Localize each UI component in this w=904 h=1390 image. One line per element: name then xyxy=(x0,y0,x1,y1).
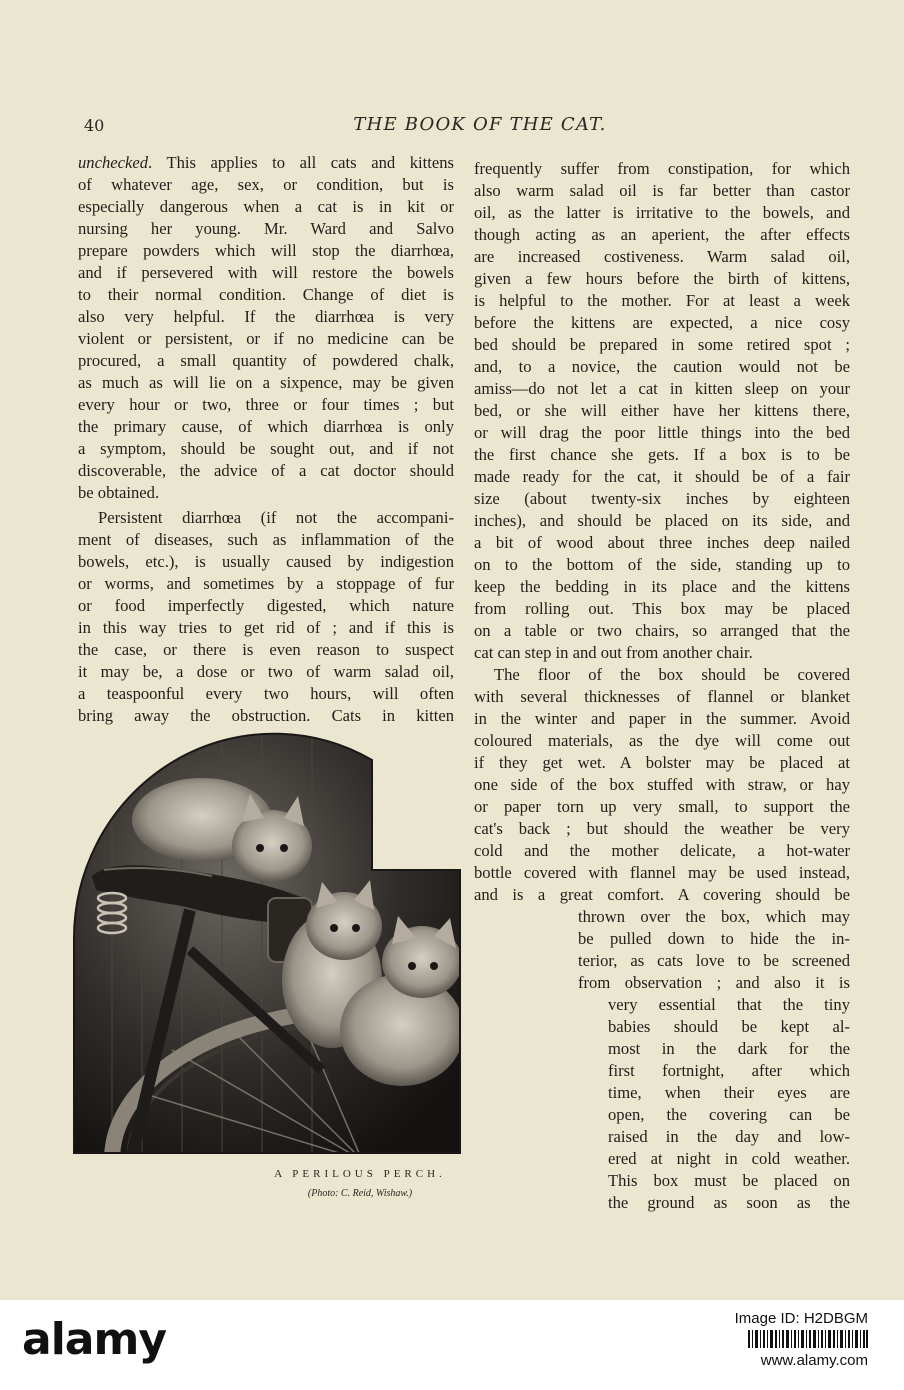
text-line: it may be, a dose or two of warm salad oil, xyxy=(78,662,454,681)
text-line: or will drag the poor little things into the bed xyxy=(474,423,850,442)
text-line: on to the bottom of the side, standing up to xyxy=(474,555,850,574)
text-line: This box must be placed on xyxy=(608,1171,850,1190)
text-line: in this way tries to get rid of ; and if this is xyxy=(78,618,454,637)
text-line: is helpful to the mother. For at least a week xyxy=(474,291,850,310)
text-line: are increased costiveness. Warm salad oil, xyxy=(474,247,850,266)
text-line: babies should be kept al- xyxy=(608,1017,850,1036)
text-line: prepare powders which will stop the diarrhœa, xyxy=(78,241,454,260)
text-line: bed should be prepared in some retired spot ; xyxy=(474,335,850,354)
text-line: be pulled down to hide the in- xyxy=(578,929,850,948)
left-column xyxy=(78,152,454,727)
text-line: and is a great comfort. A covering should be xyxy=(474,885,850,904)
figure-caption: A PERILOUS PERCH. xyxy=(274,1168,446,1180)
text-line: ered at night in cold weather. xyxy=(608,1149,850,1168)
text-line: the primary cause, of which diarrhœa is only xyxy=(78,417,454,436)
text-line: a bit of wood about three inches deep nailed xyxy=(474,533,850,552)
text-line: frequently suffer from constipation, for which xyxy=(474,159,850,178)
text-line: inches), and should be placed on its side, and xyxy=(474,511,850,530)
text-line: terior, as cats love to be screened xyxy=(578,951,850,970)
wrap-block-1 xyxy=(578,906,850,994)
alamy-url: www.alamy.com xyxy=(760,1352,868,1369)
text-line: or worms, and sometimes by a stoppage of fur xyxy=(78,574,454,593)
text-line: discoverable, the advice of a cat doctor should xyxy=(78,461,454,480)
text-line: amiss—do not let a cat in kitten sleep on your xyxy=(474,379,850,398)
barcode-icon xyxy=(748,1330,868,1348)
text-line: if they get wet. A bolster may be placed at xyxy=(474,753,850,772)
text-line: coloured materials, as the dye will come out xyxy=(474,731,850,750)
text-line: most in the dark for the xyxy=(608,1039,850,1058)
text-line: one side of the box stuffed with straw, or hay xyxy=(474,775,850,794)
text-line: very essential that the tiny xyxy=(608,995,850,1014)
text-line: time, when their eyes are xyxy=(608,1083,850,1102)
text-line: The floor of the box should be covered xyxy=(494,665,850,684)
text-line: especially dangerous when a cat is in kit or xyxy=(78,197,454,216)
stock-footer xyxy=(0,1300,904,1390)
text-line: oil, as the latter is irritative to the bowels, and xyxy=(474,203,850,222)
page-number: 40 xyxy=(84,116,105,135)
running-title: THE BOOK OF THE CAT. xyxy=(353,114,607,135)
text-line: unchecked. This applies to all cats and kittens xyxy=(78,153,454,172)
text-line: and if persevered with will restore the bowels xyxy=(78,263,454,282)
text-line: given a few hours before the birth of kittens, xyxy=(474,269,850,288)
text-line: from rolling out. This box may be placed xyxy=(474,599,850,618)
text-line: though acting as an aperient, the after effects xyxy=(474,225,850,244)
text-line: as much as will lie on a sixpence, may be given xyxy=(78,373,454,392)
text-line: nursing her young. Mr. Ward and Salvo xyxy=(78,219,454,238)
text-line: a teaspoonful every two hours, will often xyxy=(78,684,454,703)
right-column xyxy=(474,158,850,906)
text-line: on a table or two chairs, so arranged that the xyxy=(474,621,850,640)
text-line: and, to a novice, the caution would not be xyxy=(474,357,850,376)
text-line: or paper torn up very small, to support the xyxy=(474,797,850,816)
text-line: open, the covering can be xyxy=(608,1105,850,1124)
text-line: of whatever age, sex, or condition, but is xyxy=(78,175,454,194)
text-line: made ready for the cat, it should be of a fair xyxy=(474,467,850,486)
text-line: from observation ; and also it is xyxy=(578,973,850,992)
text-line: before the kittens are expected, a nice cosy xyxy=(474,313,850,332)
text-line: or food imperfectly digested, which nature xyxy=(78,596,454,615)
figure-credit: (Photo: C. Reid, Wishaw.) xyxy=(307,1188,413,1199)
text-line: thrown over the box, which may xyxy=(578,907,850,926)
text-line: cold and the mother delicate, a hot-water xyxy=(474,841,850,860)
text-line: keep the bedding in its place and the kittens xyxy=(474,577,850,596)
text-line: to their normal condition. Change of diet is xyxy=(78,285,454,304)
text-line: also warm salad oil is far better than castor xyxy=(474,181,850,200)
text-line: the ground as soon as the xyxy=(608,1193,850,1212)
text-line: a symptom, should be sought out, and if not xyxy=(78,439,454,458)
text-line: cat's back ; but should the weather be very xyxy=(474,819,850,838)
text-line: every hour or two, three or four times ; but xyxy=(78,395,454,414)
text-line: raised in the day and low- xyxy=(608,1127,850,1146)
text-line: ment of diseases, such as inflammation of the xyxy=(78,530,454,549)
text-line: bowels, etc.), is usually caused by indigestion xyxy=(78,552,454,571)
wrap-block-2 xyxy=(608,994,850,1214)
text-line: procured, a small quantity of powdered chalk, xyxy=(78,351,454,370)
text-line: bring away the obstruction. Cats in kitten xyxy=(78,706,454,725)
text-line: violent or persistent, or if no medicine can be xyxy=(78,329,454,348)
text-line: with several thicknesses of flannel or blanket xyxy=(474,687,850,706)
image-id-label: Image ID: H2DBGM xyxy=(734,1310,868,1327)
text-line: bed, or she will either have her kittens there, xyxy=(474,401,850,420)
text-line: Persistent diarrhœa (if not the accompani- xyxy=(98,508,454,527)
kittens-on-bicycle-photo xyxy=(72,730,462,1155)
text-line: in the winter and paper in the summer. Avoid xyxy=(474,709,850,728)
text-line: also very helpful. If the diarrhœa is very xyxy=(78,307,454,326)
text-line: size (about twenty-six inches by eighteen xyxy=(474,489,850,508)
text-line: be obtained. xyxy=(78,483,160,502)
text-line: the first chance she gets. If a box is to be xyxy=(474,445,850,464)
alamy-logo: alamy xyxy=(22,1314,166,1365)
text-line: first fortnight, after which xyxy=(608,1061,850,1080)
text-line: the case, or there is even reason to suspect xyxy=(78,640,454,659)
text-line: bottle covered with flannel may be used instead, xyxy=(474,863,850,882)
text-line: cat can step in and out from another chair. xyxy=(474,643,753,662)
